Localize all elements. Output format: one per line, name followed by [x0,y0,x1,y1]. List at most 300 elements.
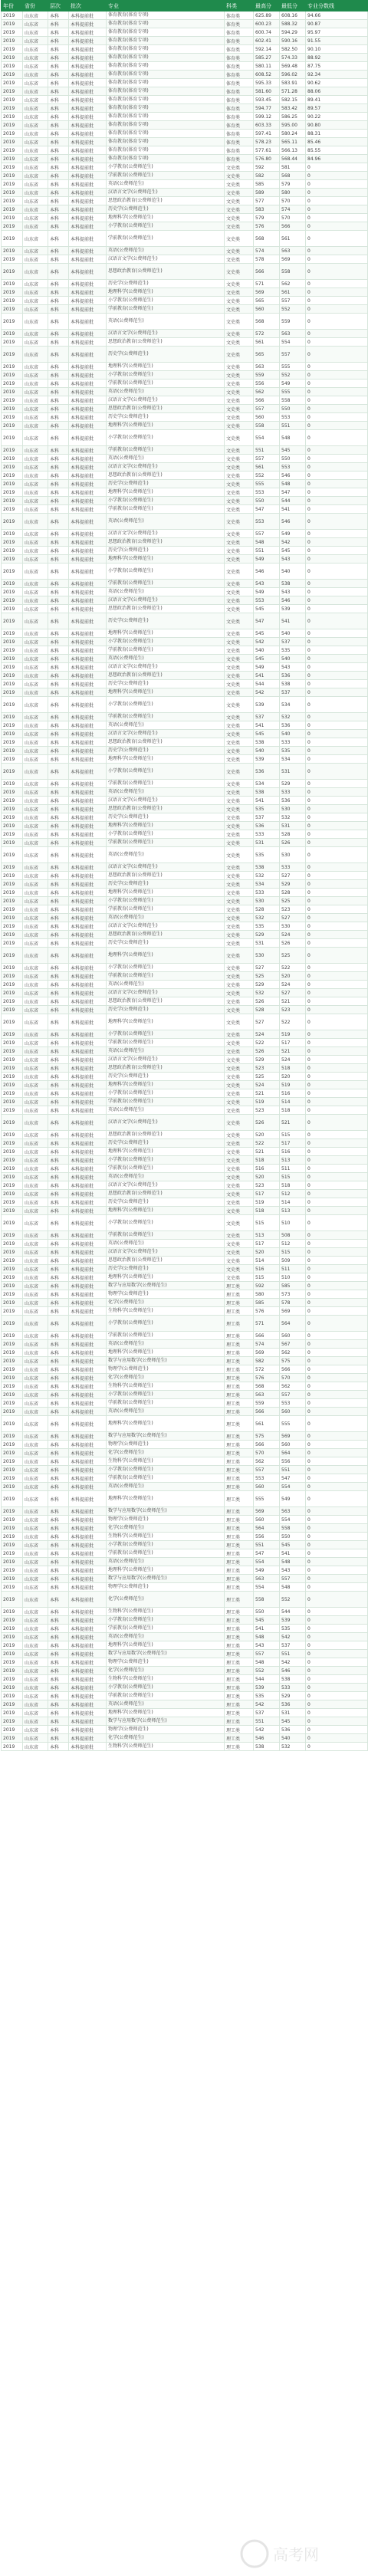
cell-level: 本科 [48,646,69,655]
cell-subject-type: 文史类 [225,205,254,214]
cell-max-score: 543 [254,580,280,588]
cell-year: 2019 [2,1583,23,1592]
cell-cutoff: 0 [306,1633,368,1641]
cell-batch: 本科提前批 [69,1056,107,1064]
col-header-year[interactable]: 年份 [2,1,23,12]
cell-min-score: 560 [280,1441,306,1449]
cell-max-score: 593.45 [254,96,280,104]
cell-level: 本科 [48,1474,69,1483]
cell-max-score: 529 [254,1056,280,1064]
cell-subject-type: 文史类 [225,189,254,197]
cell-batch: 本科提前批 [69,780,107,788]
cell-level: 本科 [48,897,69,905]
cell-major: 汉语言文学(公费师范生) [107,189,225,197]
table-row [2,37,368,45]
cell-min-score: 549 [280,1491,306,1507]
cell-min-score: 539 [280,605,306,613]
cell-min-score: 562 [280,280,306,288]
cell-max-score: 533 [254,889,280,897]
cell-major: 地理科学(公费师范生) [107,1014,225,1030]
cell-level: 本科 [48,905,69,914]
cell-cutoff: 85.55 [306,146,368,155]
col-header-min-score[interactable]: 最低分 [280,1,306,12]
cell-year: 2019 [2,1658,23,1667]
cell-min-score: 583.42 [280,104,306,113]
table-row [2,1675,368,1684]
cell-major: 学前教育(公费师范生) [107,1549,225,1558]
cell-level: 本科 [48,1633,69,1641]
cell-level: 本科 [48,1006,69,1014]
cell-cutoff: 0 [306,1240,368,1248]
cell-subject-type: 文史类 [225,1039,254,1047]
cell-level: 本科 [48,1299,69,1307]
cell-batch: 本科提前批 [69,514,107,530]
cell-cutoff: 0 [306,314,368,330]
cell-batch: 本科提前批 [69,1089,107,1098]
cell-subject-type: 文史类 [225,721,254,730]
cell-province: 山东省 [23,1650,48,1658]
cell-subject-type: 理工类 [225,1483,254,1491]
cell-province: 山东省 [23,1190,48,1198]
cell-subject-type: 文史类 [225,663,254,672]
cell-max-score: 574 [254,247,280,255]
table-row [2,71,368,79]
cell-major: 体育教育(体育专项) [107,130,225,138]
cell-year: 2019 [2,805,23,813]
cell-level: 本科 [48,155,69,163]
cell-level: 本科 [48,121,69,130]
cell-province: 山东省 [23,480,48,488]
cell-cutoff: 0 [306,1650,368,1658]
cell-year: 2019 [2,1709,23,1717]
table-row [2,189,368,197]
cell-major: 汉语言文学(公费师范生) [107,463,225,472]
cell-province: 山东省 [23,1282,48,1290]
cell-major: 历史学(公费师范生) [107,813,225,822]
cell-level: 本科 [48,1558,69,1566]
cell-cutoff: 89.41 [306,96,368,104]
cell-batch: 本科提前批 [69,663,107,672]
cell-year: 2019 [2,839,23,847]
cell-level: 本科 [48,555,69,564]
cell-max-score: 549 [254,588,280,596]
cell-subject-type: 文史类 [225,446,254,455]
cell-min-score: 545 [280,1541,306,1549]
cell-major: 英语(公费师范生) [107,721,225,730]
cell-year: 2019 [2,1139,23,1148]
cell-cutoff: 0 [306,1198,368,1207]
cell-level: 本科 [48,255,69,264]
cell-min-score: 547 [280,488,306,497]
cell-min-score: 531 [280,822,306,830]
table-row [2,197,368,205]
cell-min-score: 558 [280,396,306,405]
cell-max-score: 557 [254,455,280,463]
cell-level: 本科 [48,1449,69,1457]
col-header-max-score[interactable]: 最高分 [254,1,280,12]
cell-year: 2019 [2,472,23,480]
table-row [2,264,368,280]
cell-max-score: 544 [254,680,280,688]
cell-batch: 本科提前批 [69,214,107,222]
cell-min-score: 535 [280,747,306,755]
cell-level: 本科 [48,280,69,288]
cell-batch: 本科提前批 [69,997,107,1006]
cell-min-score: 534 [280,755,306,764]
table-row [2,1658,368,1667]
cell-max-score: 563 [254,363,280,371]
cell-batch: 本科提前批 [69,1608,107,1616]
cell-max-score: 538 [254,1743,280,1751]
cell-min-score: 527 [280,872,306,880]
cell-level: 本科 [48,12,69,20]
table-row [2,688,368,697]
cell-major: 生物科学(公费师范生) [107,1675,225,1684]
col-header-province[interactable]: 省份 [23,1,48,12]
cell-batch: 本科提前批 [69,314,107,330]
cell-subject-type: 文史类 [225,931,254,939]
cell-cutoff: 0 [306,1139,368,1148]
cell-max-score: 592.14 [254,45,280,54]
cell-max-score: 553 [254,1474,280,1483]
cell-level: 本科 [48,104,69,113]
cell-year: 2019 [2,1240,23,1248]
cell-major: 生物科学(公费师范生) [107,1533,225,1541]
cell-major: 学前教育(公费师范生) [107,446,225,455]
cell-max-score: 565 [254,297,280,305]
cell-max-score: 569 [254,288,280,297]
cell-cutoff: 0 [306,255,368,264]
cell-level: 本科 [48,20,69,28]
cell-province: 山东省 [23,138,48,146]
cell-major: 体育教育(体育专项) [107,37,225,45]
col-header-cutoff[interactable]: 专业分数线 [306,1,368,12]
cell-level: 本科 [48,1056,69,1064]
cell-major: 地理科学(公费师范生) [107,1273,225,1282]
cell-major: 化学(公费师范生) [107,1592,225,1608]
cell-level: 本科 [48,1248,69,1257]
col-header-subject-type[interactable]: 科类 [225,1,254,12]
cell-subject-type: 文史类 [225,1047,254,1056]
cell-major: 思想政治教育(公费师范生) [107,197,225,205]
cell-subject-type: 理工类 [225,1625,254,1633]
cell-cutoff: 0 [306,280,368,288]
cell-level: 本科 [48,655,69,663]
cell-province: 山东省 [23,931,48,939]
cell-major: 学前教育(公费师范生) [107,1692,225,1700]
cell-min-score: 524 [280,981,306,989]
cell-min-score: 531 [280,764,306,780]
cell-subject-type: 理工类 [225,1332,254,1340]
cell-batch: 本科提前批 [69,62,107,71]
cell-year: 2019 [2,897,23,905]
cell-batch: 本科提前批 [69,646,107,655]
cell-batch: 本科提前批 [69,931,107,939]
table-row [2,1139,368,1148]
cell-province: 山东省 [23,863,48,872]
cell-min-score: 557 [280,1575,306,1583]
cell-cutoff: 88.06 [306,87,368,96]
cell-subject-type: 体育类 [225,62,254,71]
cell-major: 历史学(公费师范生) [107,280,225,288]
cell-batch: 本科提前批 [69,538,107,547]
cell-subject-type: 文史类 [225,680,254,688]
cell-year: 2019 [2,538,23,547]
cell-level: 本科 [48,305,69,314]
cell-year: 2019 [2,713,23,721]
cell-batch: 本科提前批 [69,1658,107,1667]
cell-year: 2019 [2,305,23,314]
cell-cutoff: 0 [306,889,368,897]
cell-max-score: 562 [254,388,280,396]
cell-major: 地理科学(公费师范生) [107,1416,225,1432]
cell-major: 英语(公费师范生) [107,314,225,330]
cell-year: 2019 [2,1039,23,1047]
cell-min-score: 566 [280,1365,306,1374]
cell-max-score: 529 [254,931,280,939]
cell-major: 汉语言文学(公费师范生) [107,530,225,538]
cell-major: 英语(公费师范生) [107,1173,225,1181]
cell-cutoff: 0 [306,1316,368,1332]
cell-subject-type: 文史类 [225,764,254,780]
cell-major: 体育教育(体育专项) [107,79,225,87]
cell-max-score: 565 [254,347,280,363]
cell-year: 2019 [2,463,23,472]
cell-min-score: 545 [280,547,306,555]
cell-province: 山东省 [23,730,48,738]
cell-level: 本科 [48,1307,69,1316]
cell-batch: 本科提前批 [69,1282,107,1290]
cell-cutoff: 0 [306,713,368,721]
cell-subject-type: 文史类 [225,1273,254,1282]
cell-batch: 本科提前批 [69,1081,107,1089]
cell-max-score: 542 [254,1700,280,1709]
col-header-batch[interactable]: 批次 [69,1,107,12]
cell-min-score: 532 [280,1743,306,1751]
cell-level: 本科 [48,914,69,922]
cell-max-score: 557 [254,1466,280,1474]
cell-province: 山东省 [23,1089,48,1098]
cell-max-score: 540 [254,747,280,755]
cell-max-score: 513 [254,1231,280,1240]
cell-batch: 本科提前批 [69,839,107,847]
cell-province: 山东省 [23,1248,48,1257]
cell-max-score: 538 [254,788,280,797]
cell-level: 本科 [48,1073,69,1081]
cell-year: 2019 [2,347,23,363]
cell-major: 地理科学(公费师范生) [107,1566,225,1575]
cell-batch: 本科提前批 [69,1307,107,1316]
cell-province: 山东省 [23,755,48,764]
table-row [2,1667,368,1675]
cell-subject-type: 理工类 [225,1667,254,1675]
col-header-major[interactable]: 专业 [107,1,225,12]
cell-subject-type: 文史类 [225,472,254,480]
cell-major: 思想政治教育(公费师范生) [107,997,225,1006]
cell-min-score: 527 [280,914,306,922]
cell-min-score: 525 [280,897,306,905]
cell-subject-type: 文史类 [225,613,254,629]
cell-min-score: 548 [280,1558,306,1566]
table-row [2,1207,368,1215]
cell-year: 2019 [2,1483,23,1491]
cell-cutoff: 0 [306,505,368,514]
cell-max-score: 625.89 [254,12,280,20]
cell-max-score: 566 [254,264,280,280]
cell-min-score: 548 [280,1583,306,1592]
cell-cutoff: 0 [306,847,368,863]
cell-cutoff: 0 [306,813,368,822]
cell-year: 2019 [2,214,23,222]
cell-province: 山东省 [23,1340,48,1349]
cell-batch: 本科提前批 [69,613,107,629]
table-row [2,1374,368,1382]
table-row [2,547,368,555]
cell-max-score: 520 [254,1131,280,1139]
cell-subject-type: 文史类 [225,1131,254,1139]
cell-year: 2019 [2,1474,23,1483]
cell-level: 本科 [48,1391,69,1399]
cell-batch: 本科提前批 [69,155,107,163]
cell-province: 山东省 [23,1717,48,1726]
cell-cutoff: 0 [306,880,368,889]
cell-subject-type: 文史类 [225,747,254,755]
cell-level: 本科 [48,1098,69,1106]
cell-min-score: 569 [280,1432,306,1441]
cell-cutoff: 0 [306,1608,368,1616]
table-row [2,1299,368,1307]
cell-batch: 本科提前批 [69,87,107,96]
cell-cutoff: 0 [306,655,368,663]
cell-level: 本科 [48,688,69,697]
cell-major: 思想政治教育(公费师范生) [107,1064,225,1073]
cell-year: 2019 [2,1541,23,1549]
cell-batch: 本科提前批 [69,1416,107,1432]
cell-cutoff: 0 [306,547,368,555]
cell-batch: 本科提前批 [69,672,107,680]
cell-max-score: 561 [254,463,280,472]
cell-max-score: 540 [254,646,280,655]
cell-major: 小学教育(公费师范生) [107,830,225,839]
cell-batch: 本科提前批 [69,721,107,730]
cell-year: 2019 [2,1064,23,1073]
table-row [2,1457,368,1466]
cell-subject-type: 文史类 [225,222,254,231]
col-header-level[interactable]: 层次 [48,1,69,12]
cell-subject-type: 理工类 [225,1575,254,1583]
cell-level: 本科 [48,613,69,629]
cell-max-score: 543 [254,1641,280,1650]
cell-year: 2019 [2,797,23,805]
table-row [2,87,368,96]
cell-year: 2019 [2,1625,23,1633]
cell-subject-type: 文史类 [225,1165,254,1173]
cell-cutoff: 0 [306,1524,368,1533]
cell-cutoff: 0 [306,1098,368,1106]
cell-batch: 本科提前批 [69,79,107,87]
cell-cutoff: 89.57 [306,104,368,113]
cell-cutoff: 0 [306,1148,368,1156]
table-row [2,1684,368,1692]
cell-subject-type: 文史类 [225,1198,254,1207]
cell-min-score: 565.11 [280,138,306,146]
cell-min-score: 533 [280,1684,306,1692]
cell-level: 本科 [48,939,69,948]
cell-batch: 本科提前批 [69,1139,107,1148]
cell-major: 小学教育(公费师范生) [107,1030,225,1039]
cell-major: 体育教育(体育专项) [107,28,225,37]
cell-year: 2019 [2,638,23,646]
cell-major: 英语(公费师范生) [107,1340,225,1349]
cell-year: 2019 [2,1549,23,1558]
cell-subject-type: 理工类 [225,1491,254,1507]
cell-subject-type: 文史类 [225,497,254,505]
cell-major: 小学教育(公费师范生) [107,297,225,305]
cell-batch: 本科提前批 [69,1408,107,1416]
cell-cutoff: 0 [306,922,368,931]
cell-max-score: 597.41 [254,130,280,138]
table-row [2,12,368,20]
cell-major: 体育教育(体育专项) [107,45,225,54]
table-row [2,797,368,805]
cell-min-score: 557 [280,1391,306,1399]
table-row [2,380,368,388]
cell-min-score: 541 [280,613,306,629]
cell-province: 山东省 [23,1616,48,1625]
table-row [2,939,368,948]
cell-major: 学前教育(公费师范生) [107,839,225,847]
table-row [2,1014,368,1030]
cell-batch: 本科提前批 [69,1432,107,1441]
table-row [2,28,368,37]
table-row [2,54,368,62]
cell-max-score: 576 [254,222,280,231]
cell-level: 本科 [48,1491,69,1507]
cell-province: 山东省 [23,264,48,280]
cell-max-score: 516 [254,1165,280,1173]
cell-max-score: 542 [254,638,280,646]
cell-batch: 本科提前批 [69,655,107,663]
table-row [2,605,368,613]
cell-year: 2019 [2,730,23,738]
cell-max-score: 553 [254,514,280,530]
table-row [2,1039,368,1047]
cell-min-score: 550 [280,455,306,463]
cell-province: 山东省 [23,463,48,472]
cell-min-score: 594.29 [280,28,306,37]
cell-cutoff: 0 [306,1700,368,1709]
cell-max-score: 534 [254,780,280,788]
cell-level: 本科 [48,964,69,972]
cell-max-score: 575 [254,1432,280,1441]
cell-min-score: 563 [280,1507,306,1516]
cell-level: 本科 [48,588,69,596]
cell-year: 2019 [2,62,23,71]
cell-level: 本科 [48,564,69,580]
cell-major: 数学与应用数学(公费师范生) [107,1282,225,1290]
cell-major: 体育教育(体育专项) [107,146,225,155]
cell-year: 2019 [2,914,23,922]
cell-level: 本科 [48,1399,69,1408]
cell-major: 学前教育(公费师范生) [107,905,225,914]
cell-level: 本科 [48,1039,69,1047]
cell-cutoff: 0 [306,497,368,505]
cell-year: 2019 [2,1726,23,1734]
cell-level: 本科 [48,79,69,87]
table-row [2,1081,368,1089]
cell-max-score: 515 [254,1215,280,1231]
table-row [2,880,368,889]
